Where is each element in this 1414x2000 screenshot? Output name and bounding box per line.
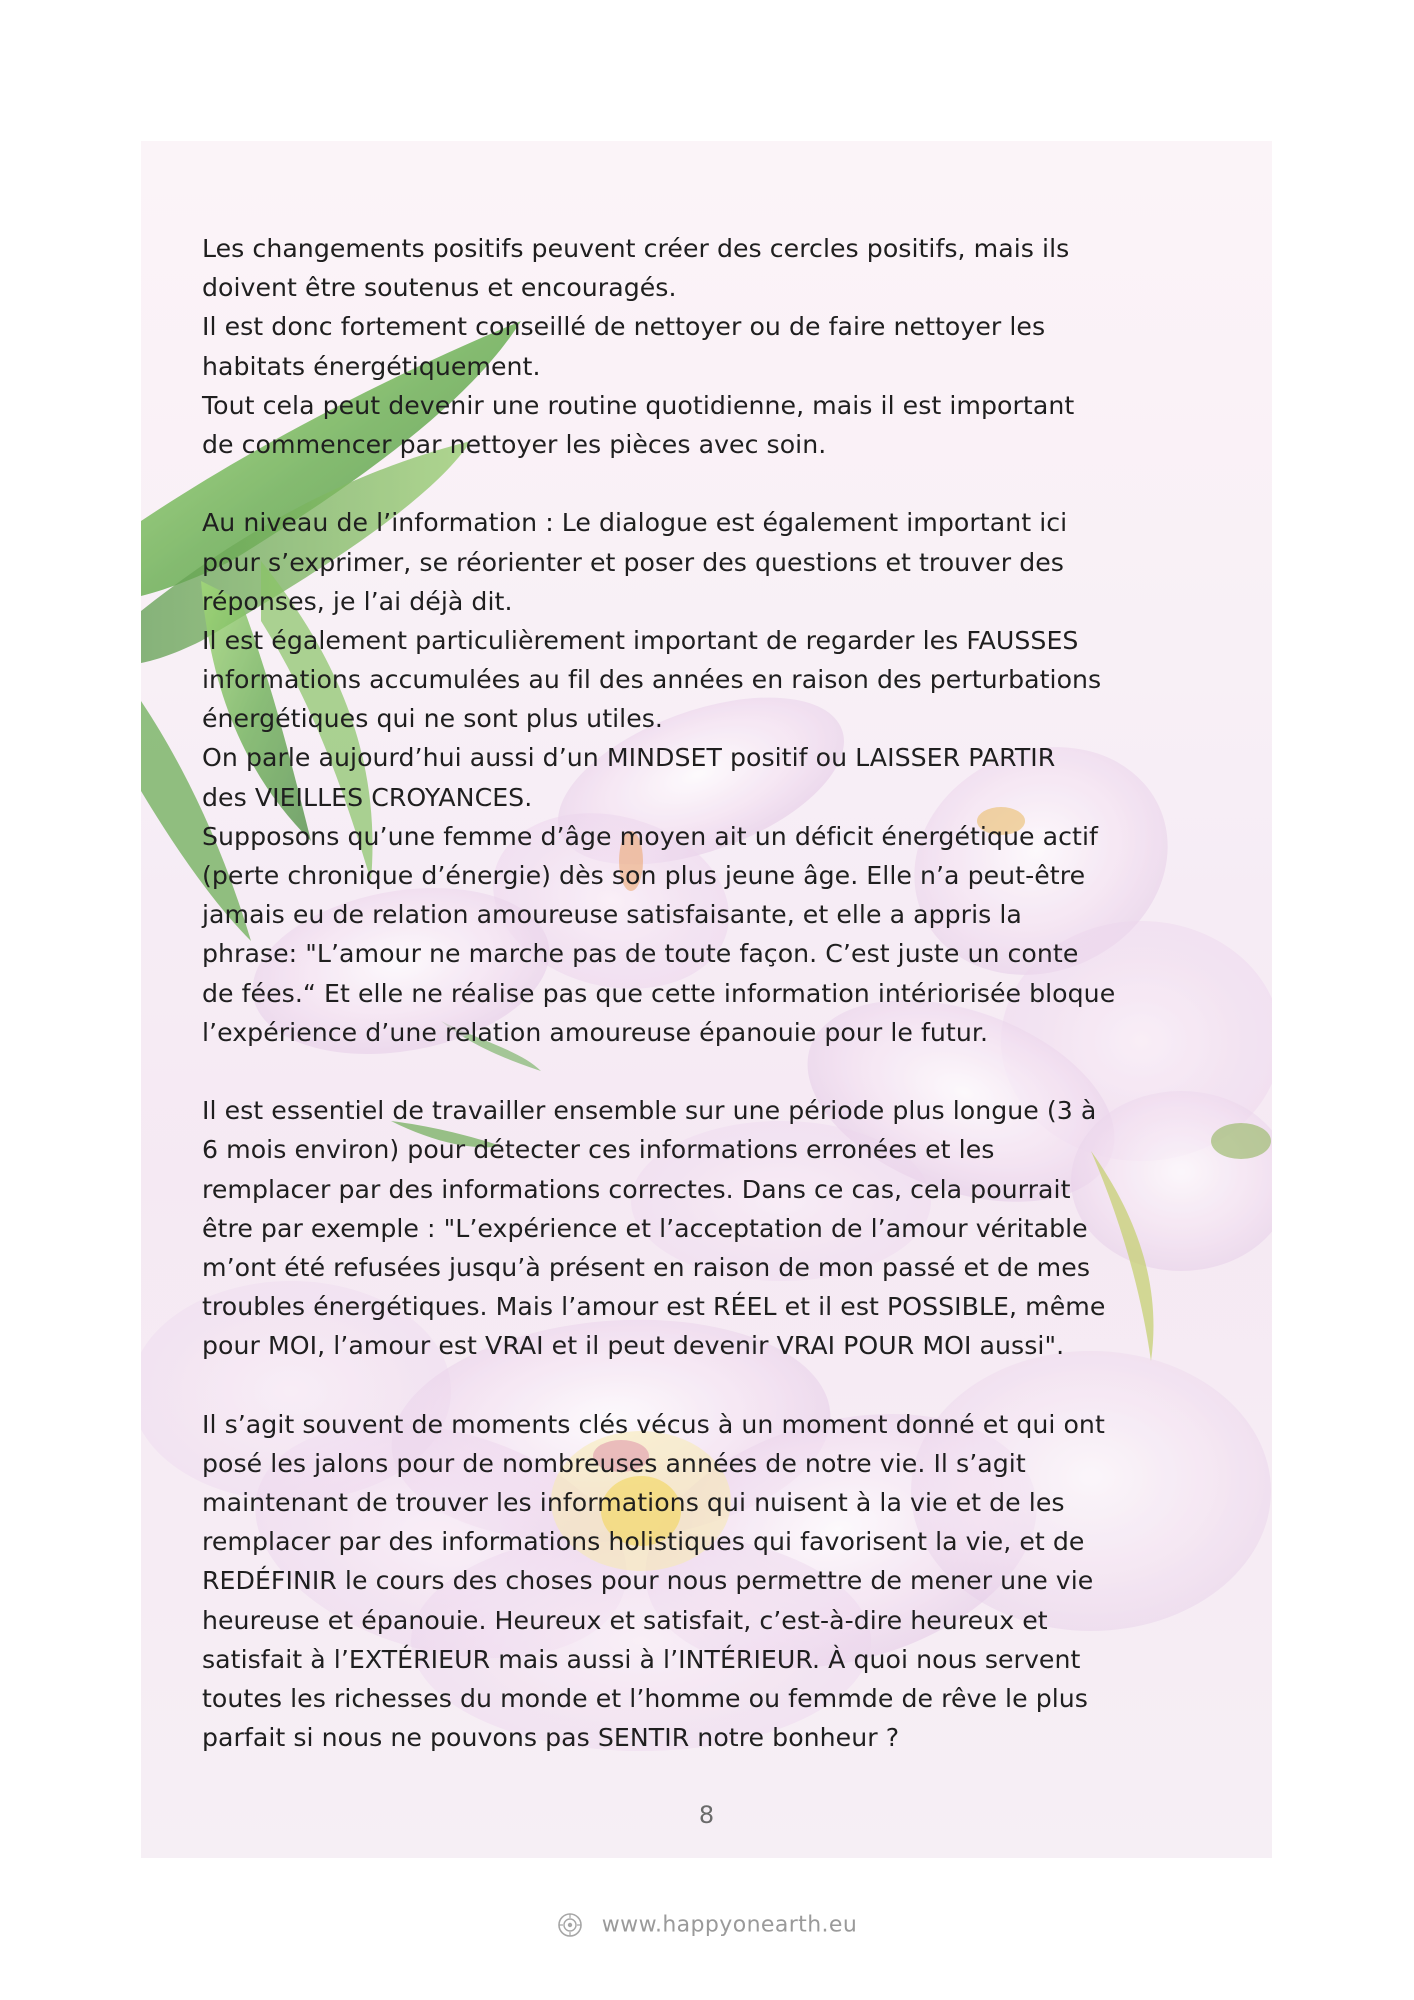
text-line: de fées.“ Et elle ne réalise pas que cette information intériorisée bloque xyxy=(202,978,1116,1008)
text-line: heureuse et épanouie. Heureux et satisfait, c’est-à-dire heureux et xyxy=(202,1605,1048,1635)
text-line: pour s’exprimer, se réorienter et poser des questions et trouver des xyxy=(202,547,1064,577)
text-line: toutes les richesses du monde et l’homme ou femmde de rêve le plus xyxy=(202,1683,1088,1713)
website-link[interactable]: www.happyonearth.eu xyxy=(601,1912,858,1938)
content-panel xyxy=(141,141,1272,1858)
text-line: Supposons qu’une femme d’âge moyen ait un déficit énergétique actif xyxy=(202,821,1098,851)
text-line: Il est essentiel de travailler ensemble sur une période plus longue (3 à xyxy=(202,1096,1097,1126)
text-line: doivent être soutenus et encouragés. xyxy=(202,273,677,303)
text-line: satisfait à l’EXTÉRIEUR mais aussi à l’INTÉRIEUR. À quoi nous servent xyxy=(202,1644,1081,1674)
text-line: remplacer par des informations correctes. Dans ce cas, cela pourrait xyxy=(202,1174,1071,1204)
body-text xyxy=(202,229,1222,1757)
text-line: Il s’agit souvent de moments clés vécus à un moment donné et qui ont xyxy=(202,1409,1105,1439)
text-line: jamais eu de relation amoureuse satisfaisante, et elle a appris la xyxy=(202,900,1022,930)
text-line: (perte chronique d’énergie) dès son plus jeune âge. Elle n’a peut-être xyxy=(202,861,1086,890)
text-line: remplacer par des informations holistiques qui favorisent la vie, et de xyxy=(202,1527,1085,1557)
text-line: informations accumulées au fil des années en raison des perturbations xyxy=(202,665,1102,695)
text-line: posé les jalons pour de nombreuses années de notre vie. Il s’agit xyxy=(202,1448,1026,1478)
text-line: maintenant de trouver les informations qui nuisent à la vie et de les xyxy=(202,1488,1065,1517)
text-line: l’expérience d’une relation amoureuse épanouie pour le futur. xyxy=(202,1017,988,1047)
text-line: être par exemple : "L’expérience et l’acceptation de l’amour véritable xyxy=(202,1213,1088,1243)
text-line: Au niveau de l’information : Le dialogue est également important ici xyxy=(202,508,1068,538)
text-line: réponses, je l’ai déjà dit. xyxy=(202,586,513,616)
footer xyxy=(0,1912,1414,1938)
text-line: Il est donc fortement conseillé de nettoyer ou de faire nettoyer les xyxy=(202,312,1046,342)
globe-icon xyxy=(557,1912,583,1938)
text-line: On parle aujourd’hui aussi d’un MINDSET positif ou LAISSER PARTIR xyxy=(202,743,1056,773)
text-line: troubles énergétiques. Mais l’amour est RÉEL et il est POSSIBLE, même xyxy=(202,1292,1106,1322)
text-line: phrase: "L’amour ne marche pas de toute façon. C’est juste un conte xyxy=(202,939,1079,969)
text-line: habitats énergétiquement. xyxy=(202,351,541,381)
text-line: REDÉFINIR le cours des choses pour nous permettre de mener une vie xyxy=(202,1566,1094,1596)
text-line: des VIEILLES CROYANCES. xyxy=(202,782,533,812)
page-number: 8 xyxy=(698,1801,715,1829)
text-line: pour MOI, l’amour est VRAI et il peut devenir VRAI POUR MOI aussi". xyxy=(202,1331,1065,1361)
text-line: m’ont été refusées jusqu’à présent en raison de mon passé et de mes xyxy=(202,1252,1090,1282)
text-line: Il est également particulièrement important de regarder les FAUSSES xyxy=(202,625,1079,655)
text-line: énergétiques qui ne sont plus utiles. xyxy=(202,704,663,734)
text-line: parfait si nous ne pouvons pas SENTIR notre bonheur ? xyxy=(202,1723,900,1753)
text-line: de commencer par nettoyer les pièces avec soin. xyxy=(202,429,827,459)
text-line: Les changements positifs peuvent créer des cercles positifs, mais ils xyxy=(202,234,1070,263)
text-line: 6 mois environ) pour détecter ces informations erronées et les xyxy=(202,1135,995,1165)
text-line: Tout cela peut devenir une routine quotidienne, mais il est important xyxy=(202,390,1075,420)
